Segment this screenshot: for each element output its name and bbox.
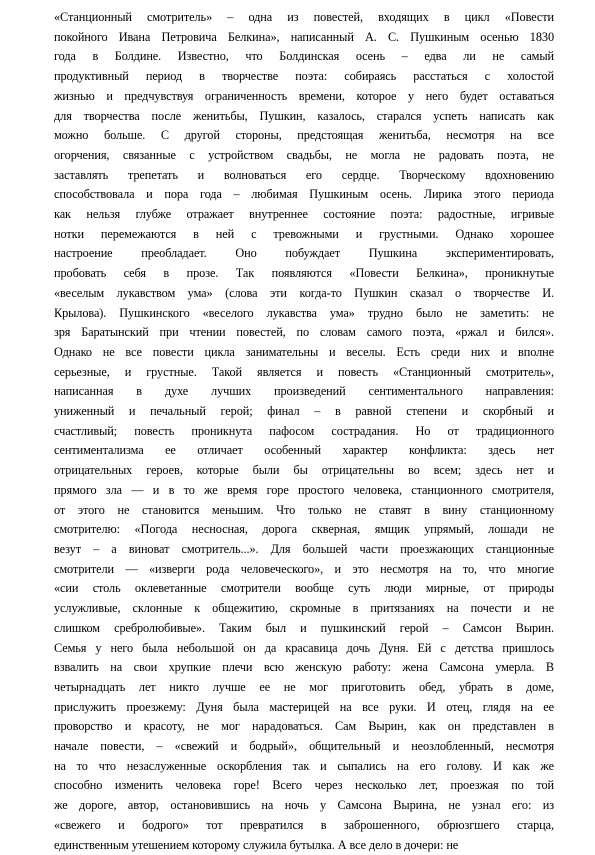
- text-line: четырнадцать лет никто лучше ее не мог приготовить обед, убрать в доме,: [54, 679, 554, 694]
- document-text: [54, 8, 554, 855]
- text-line: «веселым лукавством ума» (слова эти когда-то Пушкин сказал о творчестве И.: [54, 285, 554, 300]
- text-line: же дороге, автор, остановившись на ночь у Самсона Вырина, не узнал его: из: [54, 798, 554, 813]
- text-line: покойного Ивана Петровича Белкина», написанный А. С. Пушкиным осенью 1830: [54, 29, 554, 44]
- text-line: смотрителю: «Погода несносная, дорога скверная, ямщик упрямый, лошади не: [54, 522, 554, 537]
- text-line: заставлять трепетать и волноваться его сердце. Творческому вдохновению: [54, 167, 554, 182]
- text-line: единственным утешением которому служила бутылка. А все дело в дочери: не: [54, 837, 459, 852]
- text-line: способствовала и пора года – любимая Пушкиным осень. Лирика этого периода: [54, 187, 554, 202]
- text-line: на то что незаслуженные оскорбления так и сыпались на его голову. И как же: [54, 758, 554, 773]
- text-line: написанная в духе лучших произведений сентиментального направления:: [54, 384, 554, 399]
- text-line: способно изменить человека горе! Всего через несколько лет, проезжая по той: [54, 778, 554, 793]
- text-line: года в Болдине. Известно, что Болдинская осень – едва ли не самый: [54, 49, 554, 64]
- text-line: услужливые, склонные к общежитию, скромные в притязаниях на почести и не: [54, 601, 554, 616]
- text-line: можно больше. С другой стороны, предстоящая женитьба, несмотря на все: [54, 128, 554, 143]
- text-line: настроение преобладает. Оно побуждает Пушкина экспериментировать,: [54, 246, 554, 261]
- text-line: прислужить проезжему: Дуня была мастерицей на все руки. И отец, глядя на ее: [54, 699, 554, 714]
- text-line: нотки перемежаются в ней с тревожными и грустными. Однако хорошее: [54, 226, 554, 241]
- text-line: прямого зла — и в то же время горе простого человека, станционного смотрителя,: [54, 482, 554, 497]
- text-line: «свежего и бодрого» тот превратился в заброшенного, обрюзгшего старца,: [54, 817, 554, 832]
- text-line: «сии столь оклеветанные смотрители вообще суть люди мирные, от природы: [54, 581, 554, 596]
- text-line: начале повести, – «свежий и бодрый», общительный и неозлобленный, несмотря: [54, 739, 554, 754]
- text-line: слишком сребролюбивые». Таким был и пушкинский герой – Самсон Вырин.: [54, 620, 554, 635]
- text-line: взвалить на свои хрупкие плечи всю женскую работу: жена Самсона умерла. В: [54, 660, 554, 675]
- text-line: отрицательных героев, которые были бы отрицательны во всем; здесь нет и: [54, 463, 554, 478]
- text-line: «Станционный смотритель» – одна из повестей, входящих в цикл «Повести: [54, 10, 554, 24]
- text-line: от этого не становится меньшим. Что только не ставят в вину станционному: [54, 502, 554, 517]
- text-line: проворство и красоту, не мог нарадоваться. Сам Вырин, как он представлен в: [54, 719, 554, 734]
- text-line: для творчества после женитьбы, Пушкин, казалось, старался успеть написать как: [54, 108, 554, 123]
- text-line: везут – а виноват смотритель...». Для большей части проезжающих станционные: [54, 541, 554, 556]
- text-line: счастливый; повесть проникнута пафосом сострадания. Но от традиционного: [54, 423, 554, 438]
- text-line: сентиментализма ее отличает особенный характер конфликта: здесь нет: [54, 443, 554, 458]
- text-line: смотрители — «изверги рода человеческого», и это несмотря на то, что многие: [54, 561, 554, 576]
- text-line: Однако не все повести цикла занимательны и веселы. Есть среди них и вполне: [54, 344, 554, 359]
- text-line: пробовать себя в прозе. Так появляются «Повести Белкина», проникнутые: [54, 266, 554, 281]
- text-line: как нельзя глубже отражает внутреннее состояние поэта: радостные, игривые: [54, 207, 554, 222]
- text-line: униженный и печальный герой; финал – в равной степени и скорбный и: [54, 404, 554, 419]
- text-line: продуктивный период в творчестве поэта: собираясь расстаться с холостой: [54, 69, 554, 84]
- text-line: Семья у него была небольшой он да красавица дочь Дуня. Ей с детства пришлось: [54, 640, 554, 655]
- text-line: зря Баратынский при чтении повестей, по словам самого поэта, «ржал и бился».: [54, 325, 554, 340]
- text-line: огорчения, связанные с устройством свадьбы, не могла не радовать поэта, не: [54, 147, 554, 162]
- text-line: серьезные, и грустные. Такой является и повесть «Станционный смотритель»,: [54, 364, 554, 379]
- text-line: жизнью и предчувствуя ограниченность времени, которое у него будет оставаться: [54, 88, 554, 103]
- text-line: Крылова). Пушкинского «веселого лукавства ума» трудно было не заметить: не: [54, 305, 554, 320]
